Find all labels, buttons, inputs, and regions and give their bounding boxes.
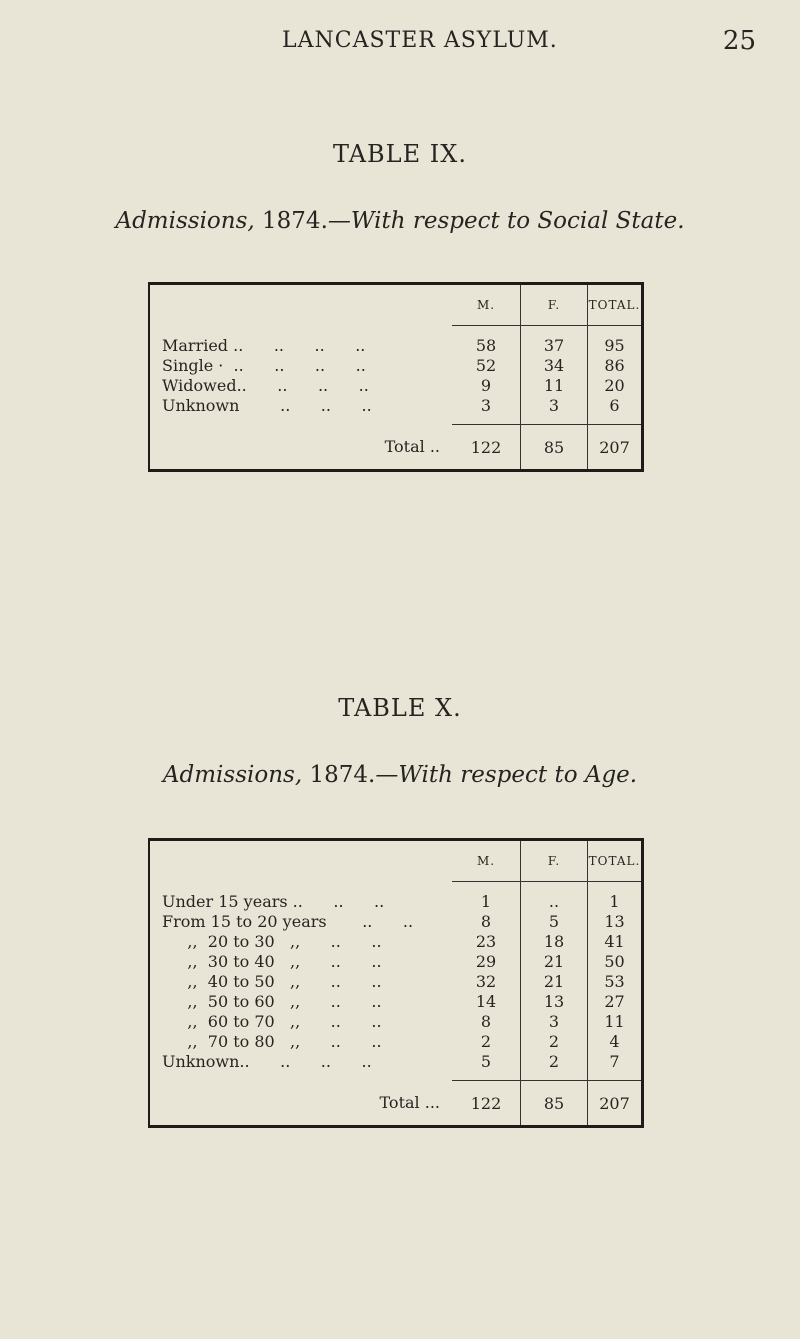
table-x-header-f: F. [521, 841, 588, 882]
table-ix-header-total: TOTAL. [588, 285, 642, 326]
row-total: 20 [588, 376, 642, 396]
row-m: 9 [480, 376, 492, 395]
table-ix-header-blank [150, 285, 452, 326]
row-total: 7 [588, 1052, 642, 1072]
row-m: 8 [480, 912, 492, 931]
row-f: 2 [521, 1032, 588, 1052]
row-total: 50 [588, 952, 642, 972]
table-row [150, 932, 641, 952]
row-f: .. [521, 882, 588, 913]
total-label: Total .. [384, 437, 440, 457]
row-m: 23 [475, 932, 497, 951]
table-ix [148, 282, 644, 472]
table-row [150, 396, 641, 416]
row-m: 2 [480, 1032, 492, 1051]
row-m: 52 [475, 356, 497, 375]
spacer-row [150, 416, 641, 425]
row-label: ,, 40 to 50 ,, .. .. [162, 972, 382, 991]
row-f: 3 [521, 396, 588, 416]
row-f: 13 [521, 992, 588, 1012]
row-f: 34 [521, 356, 588, 376]
table-ix-subtitle [0, 208, 800, 234]
table-row [150, 376, 641, 396]
row-total: 95 [588, 326, 642, 357]
row-total: 86 [588, 356, 642, 376]
row-label: ,, 70 to 80 ,, .. .. [162, 1032, 382, 1051]
table-row [150, 952, 641, 972]
row-m: 1 [480, 892, 492, 911]
row-label: ,, 20 to 30 ,, .. .. [162, 932, 382, 951]
table-row [150, 356, 641, 376]
total-m: 122 [452, 425, 521, 470]
row-total: 4 [588, 1032, 642, 1052]
table-row [150, 326, 641, 357]
total-total: 207 [588, 425, 642, 470]
running-title: LANCASTER ASYLUM. [282, 28, 558, 53]
table-x-header-m: M. [452, 841, 521, 882]
table-x-subtitle [0, 762, 800, 788]
total-m: 122 [452, 1081, 521, 1126]
row-label: ,, 30 to 40 ,, .. .. [162, 952, 382, 971]
spacer-row [150, 1072, 641, 1081]
total-f: 85 [521, 1081, 588, 1126]
table-x-subtitle-rest: —With respect to Age. [375, 762, 638, 788]
row-label: From 15 to 20 years .. .. [162, 912, 414, 931]
row-label: Unknown .. .. .. [162, 396, 372, 415]
table-ix-header-f: F. [521, 285, 588, 326]
row-m: 8 [480, 1012, 492, 1031]
page-header [0, 28, 800, 68]
table-x [148, 838, 644, 1128]
row-m: 58 [475, 336, 497, 355]
row-label: Widowed.. .. .. .. [162, 376, 369, 395]
table-row [150, 882, 641, 913]
table-ix-subtitle-year: 1874. [262, 208, 328, 234]
table-ix-subtitle-prefix: Admissions, [115, 208, 255, 234]
table-x-header-row [150, 841, 641, 882]
table-row [150, 912, 641, 932]
row-f: 37 [521, 326, 588, 357]
row-total: 53 [588, 972, 642, 992]
table-row [150, 1032, 641, 1052]
table-row [150, 972, 641, 992]
row-m: 32 [475, 972, 497, 991]
total-total: 207 [588, 1081, 642, 1126]
row-total: 41 [588, 932, 642, 952]
total-f: 85 [521, 425, 588, 470]
page-number: 25 [722, 26, 756, 56]
row-f: 21 [521, 952, 588, 972]
total-label: Total ... [379, 1093, 440, 1113]
row-label: Under 15 years .. .. .. [162, 891, 385, 911]
row-total: 1 [588, 882, 642, 913]
table-x-subtitle-prefix: Admissions, [162, 762, 303, 788]
row-f: 11 [521, 376, 588, 396]
row-total: 11 [588, 1012, 642, 1032]
table-row [150, 1012, 641, 1032]
row-label: Married .. .. .. .. [162, 335, 366, 355]
row-m: 29 [475, 952, 497, 971]
row-total: 13 [588, 912, 642, 932]
table-x-header-total: TOTAL. [588, 841, 642, 882]
table-row [150, 1052, 641, 1072]
row-total: 6 [588, 396, 642, 416]
table-ix-header-row [150, 285, 641, 326]
total-row [150, 1081, 641, 1126]
table-x-header-blank [150, 841, 452, 882]
row-m: 14 [475, 992, 497, 1011]
table-x-title: TABLE X. [338, 694, 462, 722]
total-row [150, 425, 641, 470]
table-ix-title: TABLE IX. [333, 140, 467, 168]
row-total: 27 [588, 992, 642, 1012]
row-label: ,, 50 to 60 ,, .. .. [162, 992, 382, 1011]
row-label: ,, 60 to 70 ,, .. .. [162, 1012, 382, 1031]
row-f: 2 [521, 1052, 588, 1072]
table-x-subtitle-year: 1874. [309, 762, 376, 788]
table-ix-subtitle-rest: —With respect to Social State. [327, 208, 685, 234]
row-f: 5 [521, 912, 588, 932]
table-ix-header-m: M. [452, 285, 521, 326]
row-f: 3 [521, 1012, 588, 1032]
row-m: 5 [480, 1052, 492, 1071]
row-f: 18 [521, 932, 588, 952]
row-label: Unknown.. .. .. .. [162, 1052, 372, 1071]
row-m: 3 [480, 396, 492, 415]
row-label: Single · .. .. .. .. [162, 356, 366, 375]
table-row [150, 992, 641, 1012]
row-f: 21 [521, 972, 588, 992]
